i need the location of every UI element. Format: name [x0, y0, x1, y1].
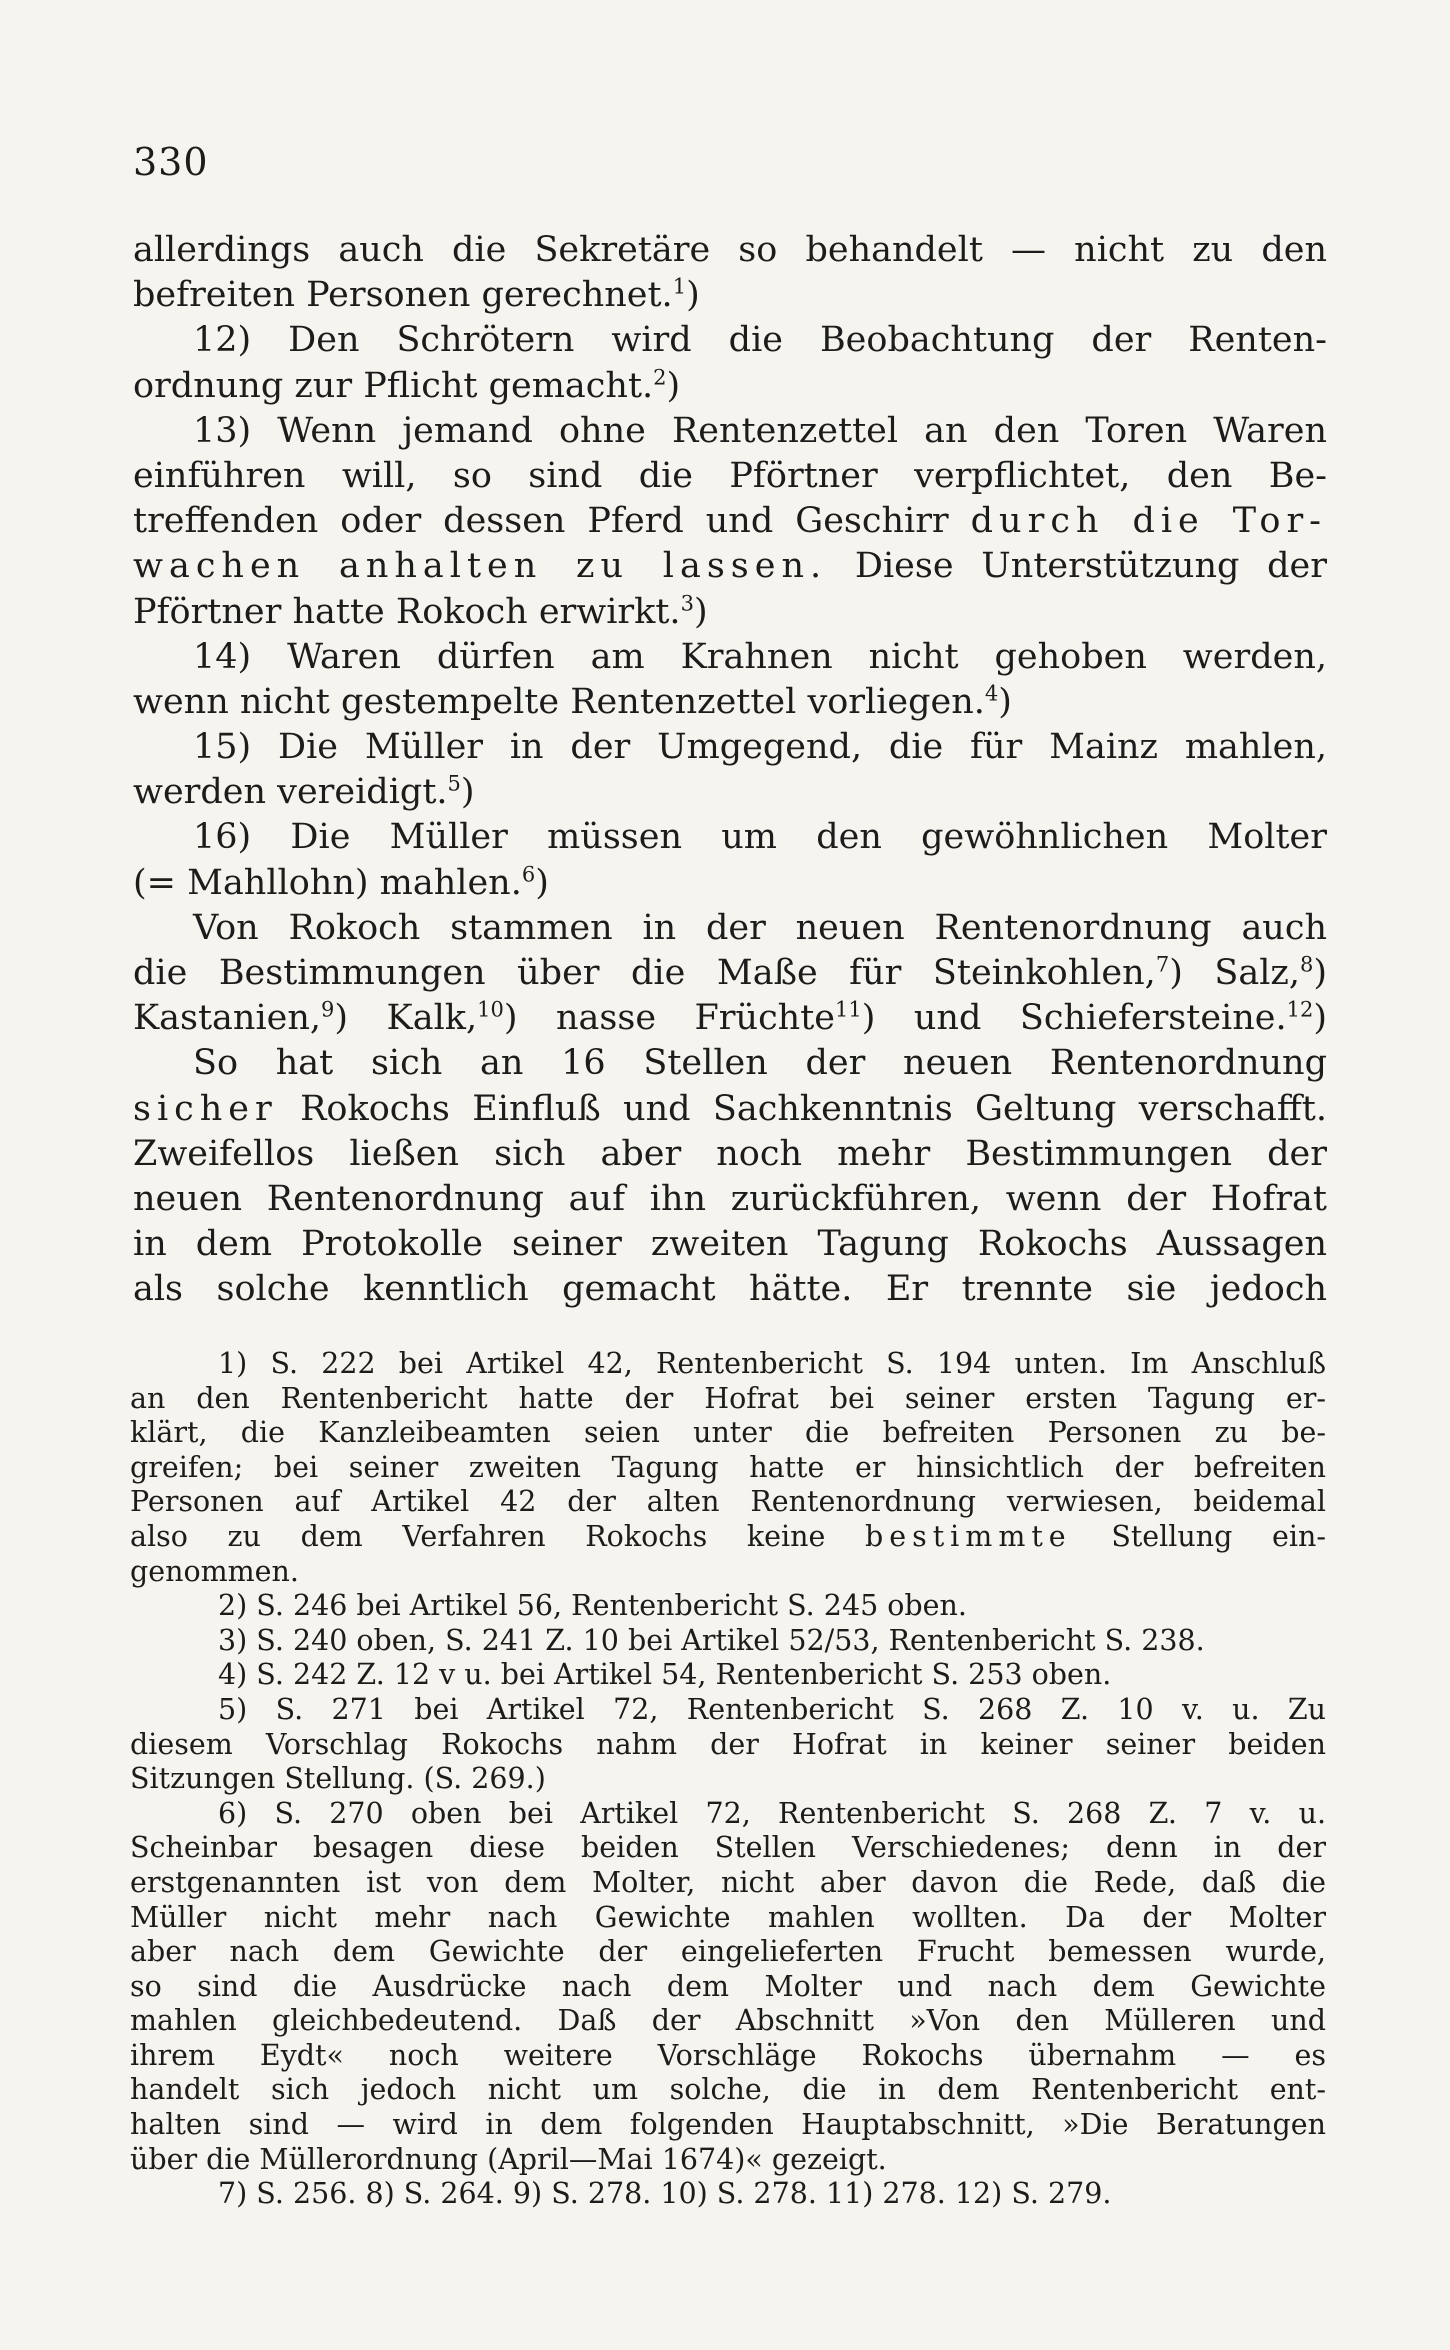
footnote-line: erstgenannten ist von dem Molter, nicht aber davon die Rede, daß die [130, 1865, 1326, 1899]
footnote-line: aber nach dem Gewichte der eingelieferten Frucht bemessen wurde, [130, 1935, 1326, 1969]
footnote-line: mahlen gleichbedeutend. Daß der Abschnitt »Von den Mülleren und [130, 2004, 1326, 2038]
text-line: 14) Waren dürfen am Krahnen nicht gehoben werden, [193, 636, 1327, 677]
text-line: als solche kenntlich gemacht hätte. Er trennte sie jedoch [133, 1269, 1327, 1310]
spaced-emphasis: durch die Tor- [970, 501, 1327, 542]
text-line: 15) Die Müller in der Umgegend, die für Mainz mahlen, [193, 727, 1327, 768]
text-line: 13) Wenn jemand ohne Rentenzettel an den Toren Waren [193, 410, 1327, 451]
text-line: neuen Rentenordnung auf ihn zurückführen, wenn der Hofrat [133, 1178, 1327, 1219]
text-line: wenn nicht gestempelte Rentenzettel vorliegen.$^4$) [133, 681, 1012, 722]
text-line: in dem Protokolle seiner zweiten Tagung Rokochs Aussagen [133, 1224, 1327, 1265]
text-line: 16) Die Müller müssen um den gewöhnlichen Molter [193, 817, 1327, 858]
spaced-emphasis: sicher [133, 1088, 278, 1129]
footnote-line: greifen; bei seiner zweiten Tagung hatte er hinsichtlich der befreiten [130, 1450, 1326, 1484]
text-line: werden vereidigt.$^5$) [133, 771, 475, 813]
text-line: Kastanien,$^9$) Kalk,$^{10}$) nasse Früchte$^{11}$) und Schiefersteine.$^{12}$) [133, 997, 1328, 1039]
footnote-line: Sitzungen Stellung. (S. 269.) [130, 1762, 546, 1796]
footnote-line: halten sind — wird in dem folgenden Hauptabschnitt, »Die Beratungen [130, 2108, 1326, 2142]
footnote-line: klärt, die Kanzleibeamten seien unter die befreiten Personen zu be- [130, 1416, 1326, 1450]
footnote-line: an den Rentenbericht hatte der Hofrat bei seiner ersten Tagung er- [130, 1381, 1326, 1415]
footnote-line: genommen. [130, 1554, 299, 1588]
footnote-line: 6) S. 270 oben bei Artikel 72, Rentenbericht S. 268 Z. 7 v. u. [218, 1796, 1326, 1830]
text-line: Pförtner hatte Rokoch erwirkt.$^3$) [133, 590, 708, 632]
text-line: befreiten Personen gerechnet.$^1$) [133, 274, 700, 316]
footnote-line: über die Müllerordnung (April—Mai 1674)« gezeigt. [130, 2142, 887, 2176]
text-line: einführen will, so sind die Pförtner verpflichtet, den Be- [133, 455, 1327, 496]
footnote-line: Müller nicht mehr nach Gewichte mahlen wollten. Da der Molter [130, 1900, 1326, 1934]
text-line: Zweifellos ließen sich aber noch mehr Bestimmungen der [133, 1133, 1327, 1174]
footnote-line: Scheinbar besagen diese beiden Stellen Verschiedenes; denn in der [130, 1831, 1326, 1865]
footnote-line: diesem Vorschlag Rokochs nahm der Hofrat in keiner seiner beiden [130, 1727, 1326, 1761]
footnote-line: 2) S. 246 bei Artikel 56, Rentenbericht S. 245 oben. [218, 1589, 967, 1623]
footnote-line: ihrem Eydt« noch weitere Vorschläge Rokochs übernahm — es [130, 2038, 1326, 2072]
footnote-line: 1) S. 222 bei Artikel 42, Rentenbericht S. 194 unten. Im Anschluß [218, 1347, 1326, 1380]
footnote-line: also zu dem Verfahren Rokochs keine bestimmte Stellung ein- [130, 1519, 1326, 1553]
main-text [133, 228, 1327, 1313]
text-line: allerdings auch die Sekretäre so behandelt — nicht zu den [133, 230, 1327, 270]
text-line: Von Rokoch stammen in der neuen Rentenordnung auch [193, 907, 1327, 948]
footnote-line: handelt sich jedoch nicht um solche, die in dem Rentenbericht ent- [130, 2073, 1326, 2107]
text-line: ordnung zur Pflicht gemacht.$^2$) [133, 364, 681, 406]
spaced-emphasis: wachen anhalten zu lassen. [133, 546, 828, 587]
footnote-line: so sind die Ausdrücke nach dem Molter und nach dem Gewichte [130, 1969, 1326, 2003]
footnote-line: 3) S. 240 oben, S. 241 Z. 10 bei Artikel 52/53, Rentenbericht S. 238. [218, 1623, 1205, 1657]
text-line: die Bestimmungen über die Maße für Steinkohlen,$^7$) Salz,$^8$) [133, 952, 1327, 993]
text-line: 12) Den Schrötern wird die Beobachtung der Renten- [193, 320, 1327, 361]
page-number: 330 [133, 140, 209, 184]
text-line: treffenden oder dessen Pferd und Geschirr durch die Tor- [133, 501, 1327, 542]
footnotes [130, 1347, 1326, 2212]
footnote-line: 4) S. 242 Z. 12 v u. bei Artikel 54, Rentenbericht S. 253 oben. [218, 1658, 1112, 1692]
text-line: (= Mahllohn) mahlen.$^6$) [133, 861, 549, 903]
footnote-line: Personen auf Artikel 42 der alten Rentenordnung verwiesen, beidemal [130, 1485, 1326, 1519]
text-line: sicher Rokochs Einfluß und Sachkenntnis Geltung verschafft. [133, 1088, 1327, 1129]
footnote-line: 5) S. 271 bei Artikel 72, Rentenbericht S. 268 Z. 10 v. u. Zu [218, 1692, 1326, 1726]
spaced-emphasis: bestimmte [864, 1519, 1072, 1553]
text-line: wachen anhalten zu lassen. Diese Unterstützung der [133, 546, 1327, 587]
text-line: So hat sich an 16 Stellen der neuen Rentenordnung [193, 1043, 1327, 1084]
footnote-line: 7) S. 256. 8) S. 264. 9) S. 278. 10) S. 278. 11) 278. 12) S. 279. [218, 2177, 1112, 2211]
